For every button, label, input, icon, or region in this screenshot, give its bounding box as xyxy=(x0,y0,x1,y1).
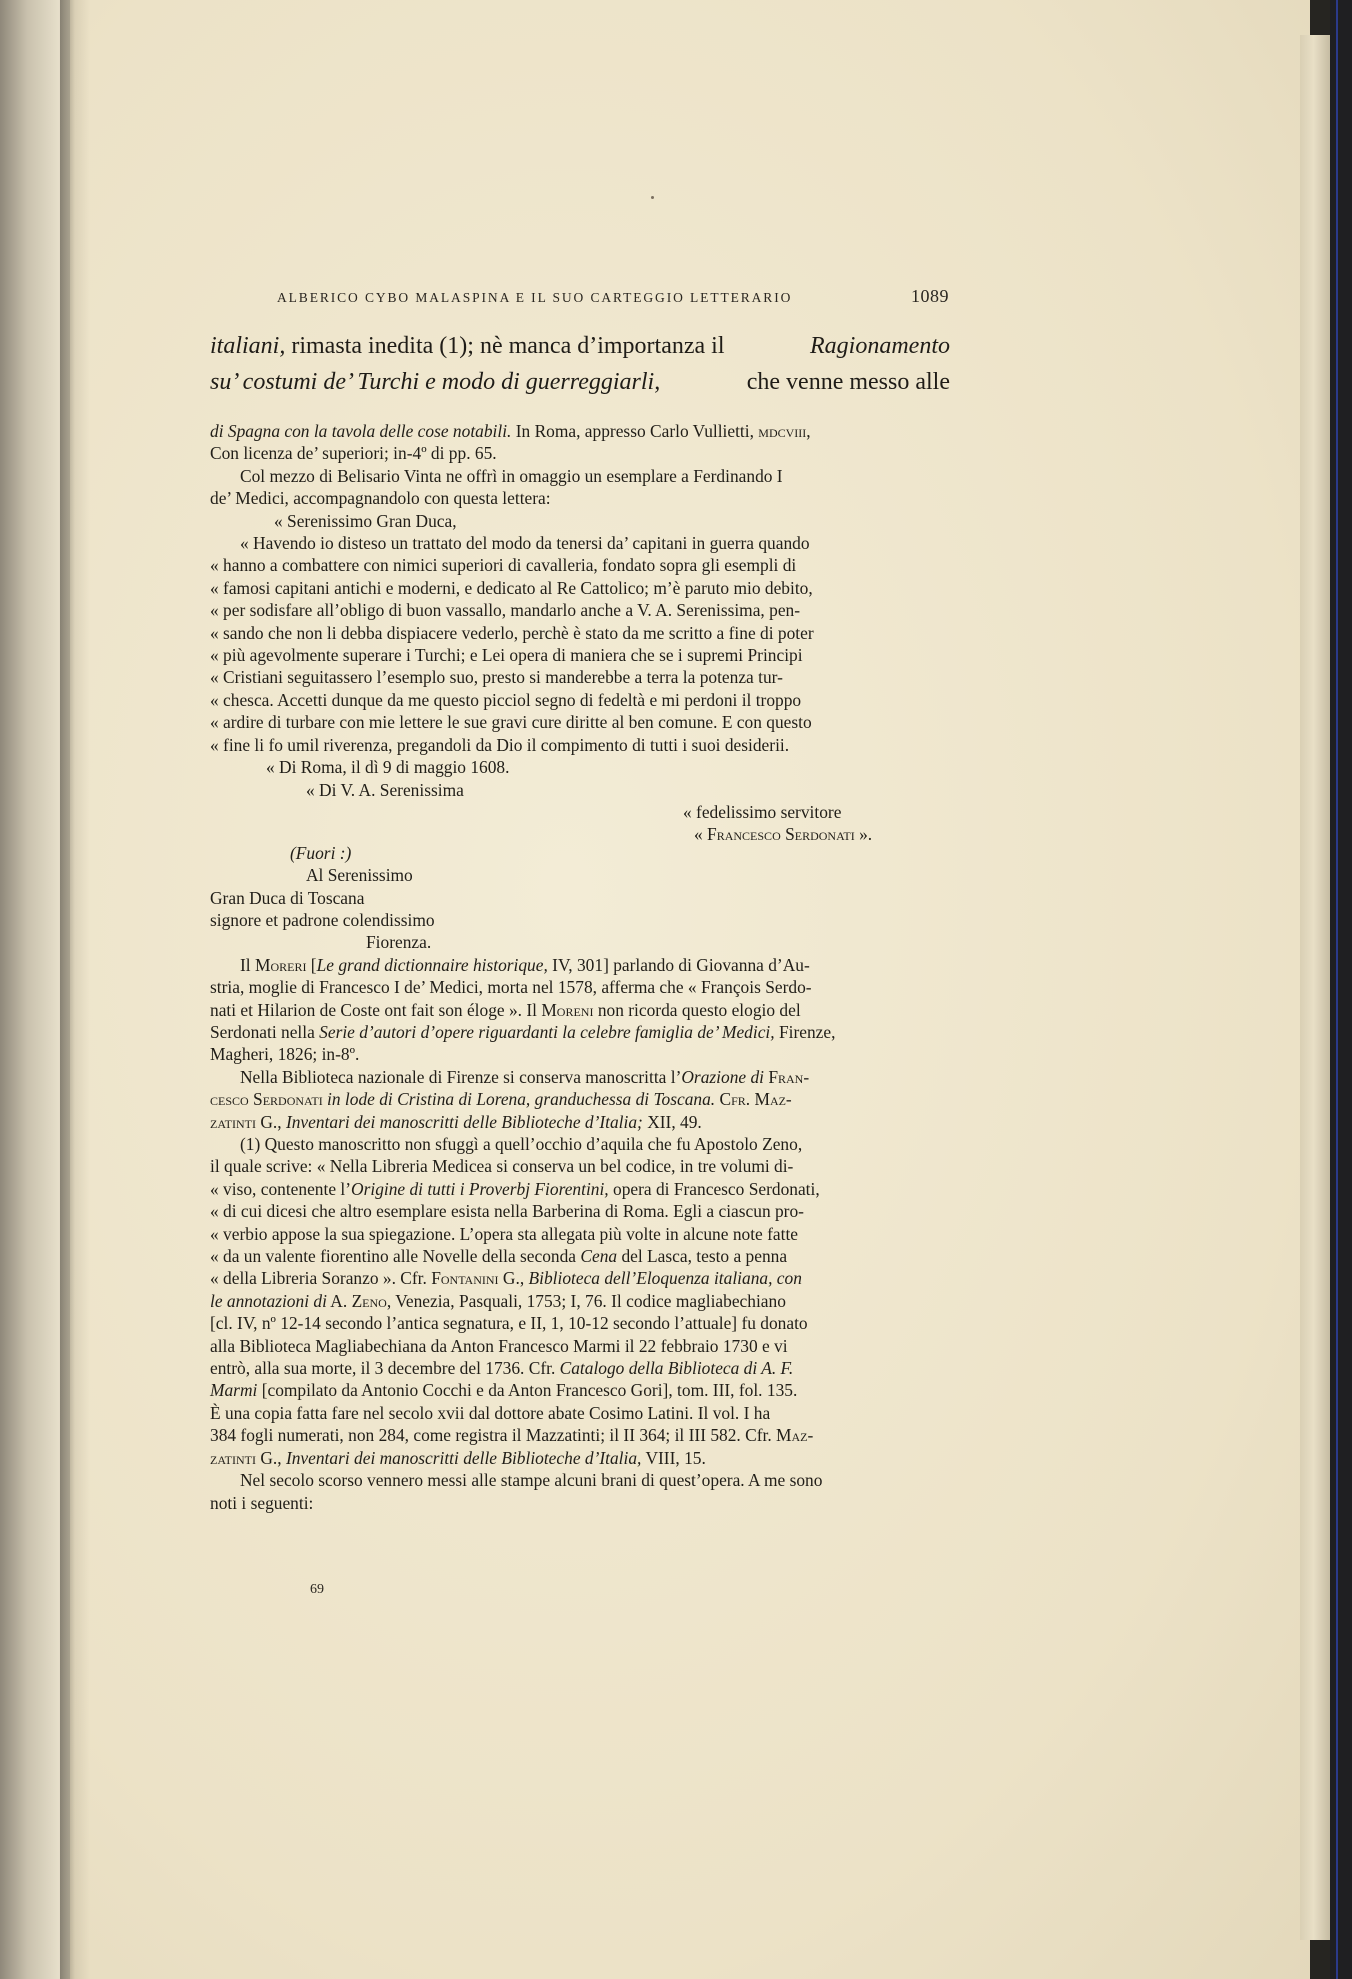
address-line: Gran Duca di Toscana xyxy=(210,887,365,908)
title-italic: Marmi xyxy=(210,1380,258,1401)
title-italic: Le grand dictionnaire historique, xyxy=(316,954,548,975)
text: [compilato da Antonio Cocchi e da Anton Francesco Gori], tom. III, fol. 135. xyxy=(257,1380,798,1401)
title-italic: Origine di tutti i Proverbj Fiorentini, xyxy=(351,1178,609,1199)
address-line: Fiorenza. xyxy=(366,932,432,953)
text: Venezia, Pasquali, 1753; I, 76. Il codice magliabechiano xyxy=(391,1290,786,1311)
paragraph-line: Magheri, 1826; in-8º. xyxy=(210,1044,360,1065)
quote-mark: « xyxy=(694,824,708,845)
main-line-1 xyxy=(210,328,950,364)
main-italic-ragionamento: Ragionamento xyxy=(810,333,950,359)
main-line1-text: rimasta inedita (1); nè manca d’importanza il xyxy=(285,333,725,359)
note-text: In Roma, appresso Carlo Vullietti, xyxy=(511,421,759,441)
author-name: Moreri xyxy=(254,954,307,975)
footnote-line xyxy=(210,1357,950,1379)
letter-line: « chesca. Accetti dunque da me questo picciol segno di fedeltà e mi perdoni il troppo xyxy=(210,689,802,710)
letter-closing: « Di V. A. Serenissima xyxy=(306,779,464,800)
title-italic: Orazione di xyxy=(681,1066,764,1087)
author-name: Moreni xyxy=(541,999,594,1020)
author-name: Fontanini xyxy=(431,1268,499,1289)
main-line-2 xyxy=(210,364,950,400)
letter-line: « Havendo io disteso un trattato del modo da tenersi da’ capitani in guerra quando xyxy=(240,533,810,554)
text: G., xyxy=(255,1111,286,1132)
title-italic: Biblioteca dell’Eloquenza italiana, con xyxy=(528,1268,802,1289)
letter-line: « per sodisfare all’obligo di buon vassallo, mandarlo anche a V. A. Serenissima, pen- xyxy=(210,600,801,621)
footnote-block xyxy=(210,420,950,1514)
text: « viso, contenente l’ xyxy=(210,1178,352,1199)
text: XII, 49. xyxy=(642,1111,702,1132)
letter-salutation: « Serenissimo Gran Duca, xyxy=(274,510,457,531)
note-smallcaps: mdcviii, xyxy=(758,421,811,441)
running-header xyxy=(277,286,949,307)
main-line2-text: che venne messo alle xyxy=(746,369,950,395)
note-line: Con licenza de’ superiori; in-4º di pp. 65. xyxy=(210,443,497,464)
footnote-line xyxy=(210,1267,950,1289)
scan-border xyxy=(1330,0,1352,1979)
text: G., xyxy=(255,1447,286,1468)
paragraph-line xyxy=(210,1088,950,1110)
running-title: ALBERICO CYBO MALASPINA E IL SUO CARTEGGIO LETTERARIO xyxy=(277,290,793,305)
author-name: cesco Serdonati xyxy=(210,1089,323,1110)
footnote-line: (1) Questo manoscritto non sfuggì a quell’occhio d’aquila che fu Apostolo Zeno, xyxy=(240,1134,803,1154)
title-italic: Catalogo della Biblioteca di A. F. xyxy=(559,1358,794,1379)
text: Serdonati nella xyxy=(210,1021,320,1042)
footnote-line xyxy=(210,1424,950,1446)
author-name: Francesco Serdonati xyxy=(707,824,855,845)
title-italic: le annotazioni di xyxy=(210,1290,327,1311)
footnote-line xyxy=(210,1447,950,1469)
footnote-line xyxy=(210,1178,950,1200)
text: « della Libreria Soranzo ». Cfr. xyxy=(210,1268,432,1289)
text: IV, 301] parlando di Giovanna d’Au- xyxy=(547,954,810,975)
quote-mark: ». xyxy=(854,824,873,845)
letter-line: « hanno a combattere con nimici superiori di cavalleria, fondato sopra gli esempli di xyxy=(210,555,797,576)
paragraph-line xyxy=(210,1021,950,1043)
footnote-line: alla Biblioteca Magliabechiana da Anton Francesco Marmi il 22 febbraio 1730 e vi xyxy=(210,1335,788,1356)
signature-mark: 69 xyxy=(310,1582,324,1597)
footnote-line: [cl. IV, nº 12-14 secondo l’antica segnatura, e II, 1, 10-12 secondo l’attuale] fu donato xyxy=(210,1313,808,1334)
page-number: 1089 xyxy=(911,286,949,306)
footnote-line xyxy=(210,1379,950,1401)
letter-line: « fine li fo umil riverenza, pregandoli da Dio il compimento di tutti i suoi desiderii. xyxy=(210,734,790,755)
author-name: zatinti xyxy=(210,1447,256,1468)
paragraph-line xyxy=(210,999,950,1021)
text: [ xyxy=(306,954,317,975)
page-stack-edge xyxy=(1300,35,1334,1940)
footnote-line: « verbio appose la sua spiegazione. L’opera sta allegata più volte in alcune note fatte xyxy=(210,1223,799,1244)
letter-line: « ardire di turbare con mie lettere le sue gravi cure diritte al ben comune. E con questo xyxy=(210,712,812,733)
note-line xyxy=(210,420,950,442)
footnote-line: Nel secolo scorso vennero messi alle stampe alcuni brani di quest’opera. A me sono xyxy=(240,1470,823,1491)
main-italic-title: su’ costumi de’ Turchi e modo di guerreggiarli, xyxy=(210,369,661,395)
author-name: Maz- xyxy=(776,1425,814,1446)
paragraph-line xyxy=(210,954,950,976)
paragraph-line xyxy=(210,1111,950,1133)
scan-guide-line xyxy=(1336,0,1338,1979)
footnote-line: « di cui dicesi che altro esemplare esista nella Barberina di Roma. Egli a ciascun pro- xyxy=(210,1201,804,1222)
text: « da un valente fiorentino alle Novelle della seconda xyxy=(210,1246,581,1267)
text: A. xyxy=(326,1290,352,1311)
fuori-italic: (Fuori :) xyxy=(290,842,352,863)
letter-line: « più agevolmente superare i Turchi; e Lei opera di maniera che se i supremi Principi xyxy=(210,645,803,666)
text: VIII, 15. xyxy=(641,1447,706,1468)
book-gutter-shadow xyxy=(60,0,90,1979)
text: Il xyxy=(240,954,255,975)
note-line: Col mezzo di Belisario Vinta ne offrì in omaggio un esemplare a Ferdinando I xyxy=(240,465,783,486)
title-italic: Cena xyxy=(580,1246,618,1267)
letter-line: « sando che non li debba dispiacere vederlo, perchè è stato da me scritto a fine di poter xyxy=(210,622,814,643)
text: Firenze, xyxy=(774,1021,836,1042)
author-name: Zeno, xyxy=(351,1290,392,1311)
text: G., xyxy=(498,1268,529,1289)
letter-line: « Cristiani seguitassero l’esemplo suo, presto si manderebbe a terra la potenza tur- xyxy=(210,667,783,688)
author-name: Fran- xyxy=(763,1066,810,1087)
footnote-line: noti i seguenti: xyxy=(210,1492,314,1513)
footnote-line: il quale scrive: « Nella Libreria Medicea si conserva un bel codice, in tre volumi di- xyxy=(210,1156,794,1177)
paragraph-line xyxy=(210,1066,950,1088)
letter-line: « famosi capitani antichi e moderni, e dedicato al Re Cattolico; m’è paruto mio debito, xyxy=(210,577,813,598)
letter-date: « Di Roma, il dì 9 di maggio 1608. xyxy=(266,757,510,778)
text: non ricorda questo elogio del xyxy=(593,999,801,1020)
footnote-line xyxy=(210,1245,950,1267)
note-italic: di Spagna con la tavola delle cose notabili. xyxy=(210,421,512,441)
title-italic: Serie d’autori d’opere riguardanti la celebre famiglia de’ Medici, xyxy=(319,1021,775,1042)
title-italic: Inventari dei manoscritti delle Biblioteche d’Italia; xyxy=(285,1111,643,1132)
author-name: zatinti xyxy=(210,1111,256,1132)
footnote-line: È una copia fatta fare nel secolo xvii dal dottore abate Cosimo Latini. Il vol. I ha xyxy=(210,1402,771,1423)
title-italic: Inventari dei manoscritti delle Biblioteche d’Italia, xyxy=(285,1447,642,1468)
text: nati et Hilarion de Coste ont fait son éloge ». Il xyxy=(210,999,542,1020)
author-name: Cfr. Maz- xyxy=(715,1089,792,1110)
ink-dot xyxy=(651,196,654,199)
footnote-line xyxy=(210,1290,950,1312)
text: del Lasca, testo a penna xyxy=(617,1246,788,1267)
text: 384 fogli numerati, non 284, come registra il Mazzatinti; il II 364; il III 582. Cfr. xyxy=(210,1425,777,1446)
signature-line: « fedelissimo servitore xyxy=(683,801,842,822)
paragraph-line: stria, moglie di Francesco I de’ Medici, morta nel 1578, afferma che « François Serdo- xyxy=(210,977,812,998)
title-italic: in lode di Cristina di Lorena, granduchessa di Toscana. xyxy=(322,1089,716,1110)
text: entrò, alla sua morte, il 3 decembre del 1736. Cfr. xyxy=(210,1358,560,1379)
text: opera di Francesco Serdonati, xyxy=(608,1178,820,1199)
address-line: Al Serenissimo xyxy=(306,865,413,886)
address-line: signore et padrone colendissimo xyxy=(210,909,435,930)
text: Nella Biblioteca nazionale di Firenze si conserva manoscritta l’ xyxy=(240,1066,682,1087)
note-line: de’ Medici, accompagnandolo con questa lettera: xyxy=(210,488,551,509)
main-text xyxy=(210,328,950,400)
main-italic-italiani: italiani, xyxy=(210,333,286,359)
